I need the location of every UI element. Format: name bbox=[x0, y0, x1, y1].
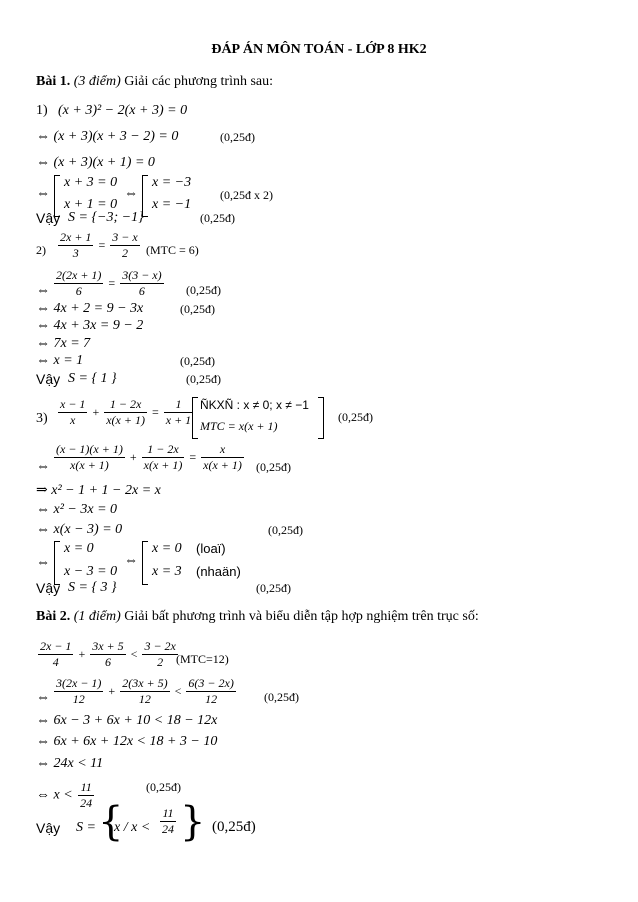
p1-equiv-symbol-2: ⇔ bbox=[124, 186, 138, 201]
bai2-frac2-2 bbox=[120, 676, 169, 707]
p3-frac-1-den: x bbox=[58, 412, 87, 428]
p3-frac-1 bbox=[58, 397, 87, 428]
p3-frac2-1-num: (x − 1)(x + 1) bbox=[56, 442, 123, 456]
p3-solution-set: S = { 3 } bbox=[68, 580, 117, 595]
bai2-set-brace-right: } bbox=[180, 799, 206, 845]
p1-equation: (x + 3)² − 2(x + 3) = 0 bbox=[58, 103, 188, 118]
bai2-mtc: (MTC=12) bbox=[176, 652, 229, 666]
bai2-frac-2-num: 3x + 5 bbox=[92, 639, 124, 653]
p3-solution-score: (0,25đ) bbox=[256, 581, 291, 595]
p1-solution-set: S = {−3; −1} bbox=[68, 210, 144, 225]
bai2-step-collect: ⇔ 6x + 6x + 12x < 18 + 3 − 10 bbox=[36, 734, 218, 749]
bai2-frac2-3-den: 12 bbox=[186, 691, 235, 707]
p1-case-a1: x + 3 = 0 bbox=[64, 175, 118, 190]
bai2-result-frac bbox=[78, 780, 94, 811]
p3-case-b1-tag: (loaï) bbox=[196, 541, 226, 556]
bai2-frac2-3-num: 6(3 − 2x) bbox=[188, 676, 234, 690]
bai2-frac-3-den: 2 bbox=[142, 654, 177, 670]
bai2-result-frac-num: 11 bbox=[80, 780, 92, 794]
p2-frac-right bbox=[110, 230, 139, 261]
p2-number: 2) bbox=[36, 243, 46, 257]
p2-step-simplify: ⇔ 7x = 7 bbox=[36, 336, 91, 351]
p1-conclusion-label: Vậy bbox=[36, 210, 61, 226]
bai2-points: (1 điểm) bbox=[73, 609, 121, 624]
p3-frac-2 bbox=[104, 397, 147, 428]
p3-step-simplify: ⇔ x² − 3x = 0 bbox=[36, 502, 118, 517]
bai2-solution-frac-den: 24 bbox=[162, 822, 174, 836]
p2-frac2-left bbox=[54, 268, 103, 299]
bai2-frac2-2-den: 12 bbox=[120, 691, 169, 707]
p2-mtc: (MTC = 6) bbox=[146, 243, 199, 257]
p1-step-factor: ⇔ (x + 3)(x + 3 − 2) = 0 bbox=[36, 129, 179, 144]
p3-frac-1-num: x − 1 bbox=[60, 397, 86, 411]
p3-cond-bracket-right bbox=[318, 397, 324, 439]
bai2-set-builder: x / x < bbox=[114, 820, 151, 835]
p3-frac2-1-den: x(x + 1) bbox=[54, 457, 125, 473]
p3-frac2-2 bbox=[142, 442, 185, 473]
p2-conclusion-label: Vậy bbox=[36, 371, 61, 387]
page-title: ĐÁP ÁN MÔN TOÁN - LỚP 8 HK2 bbox=[211, 42, 427, 57]
p1-case-a2: x + 1 = 0 bbox=[64, 197, 118, 212]
p3-case-b2: x = 3 bbox=[152, 564, 182, 579]
bai2-solution-frac-wrap bbox=[158, 806, 178, 837]
bai2-result-frac-den: 24 bbox=[80, 796, 93, 810]
p2-frac2-right-num: 3(3 − x) bbox=[122, 268, 162, 282]
p3-case-a1: x = 0 bbox=[64, 541, 94, 556]
bai2-frac-1 bbox=[38, 639, 73, 670]
p3-frac2-3-num: x bbox=[219, 442, 226, 456]
bai2-step-result-pre: ⇔ x < bbox=[36, 787, 73, 803]
bai2-step-result-score: (0,25đ) bbox=[146, 780, 181, 794]
bai2-label: Bài 2. bbox=[36, 609, 71, 624]
p3-condition: ÑKXÑ : x ≠ 0; x ≠ −1 bbox=[200, 398, 309, 412]
p1-solution-score: (0,25đ) bbox=[200, 211, 235, 225]
p3-step-common: $\frac{(x - 1)(x + 1)}{x(x + 1)}$ + $\frac{1 - 2x}{x(x + 1)}$ = $\frac{x}{x(x + 1)}$ bbox=[56, 442, 242, 472]
p3-case-bracket-left bbox=[54, 541, 60, 585]
p1-case-b2: x = −1 bbox=[152, 197, 192, 212]
p3-frac2-2-den: x(x + 1) bbox=[143, 458, 183, 472]
p3-frac2-2-num: 1 − 2x bbox=[147, 442, 179, 456]
bai2-text: Giải bất phương trình và biểu diễn tập hợp nghiệm trên trục số: bbox=[124, 609, 479, 624]
p1-number: 1) bbox=[36, 103, 48, 118]
p3-number: 3) bbox=[36, 411, 48, 426]
p3-step-common-score: (0,25đ) bbox=[256, 460, 291, 474]
p1-equiv-symbol: ⇔ bbox=[36, 186, 50, 201]
bai2-conclusion-label: Vậy bbox=[36, 820, 61, 836]
p1-step-factor-score: (0,25đ) bbox=[220, 130, 255, 144]
bai2-frac2-3 bbox=[186, 676, 235, 707]
bai2-frac-2-den: 6 bbox=[90, 654, 125, 670]
p3-case-bracket-right bbox=[142, 541, 148, 585]
p3-frac2-3-den: x(x + 1) bbox=[203, 458, 242, 472]
p3-case-b1: x = 0 bbox=[152, 541, 182, 556]
bai2-step-common: $\frac{3(2x - 1)}{12}$ + $\frac{2(3x + 5)}{12}$ < $\frac{6(3 - 2x)}{12}$ bbox=[56, 676, 234, 706]
p3-cond-bracket-left bbox=[192, 397, 198, 439]
p2-frac2-left-den: 6 bbox=[54, 283, 103, 299]
bai2-frac2-1-num: 3(2x − 1) bbox=[56, 676, 102, 690]
p3-step-factor: ⇔ x(x − 3) = 0 bbox=[36, 522, 123, 537]
p2-step-common: $\frac{2(2x + 1)}{6}$ = $\frac{3(3 - x)}{6}$ bbox=[56, 268, 162, 298]
bai2-step-simplify: ⇔ 24x < 11 bbox=[36, 756, 104, 771]
bai2-frac-2 bbox=[90, 639, 125, 670]
bai1-points: (3 điểm) bbox=[73, 74, 121, 89]
p2-frac-left bbox=[58, 230, 93, 261]
p3-frac2-1 bbox=[54, 442, 125, 473]
p3-equation: $\frac{x - 1}{x}$ + $\frac{1 - 2x}{x(x + 1)}$ = $\frac{1}{x + 1}$ bbox=[60, 397, 192, 427]
bai2-step-common-score: (0,25đ) bbox=[264, 690, 299, 704]
p2-frac-right-den: 2 bbox=[110, 245, 139, 261]
p1-case-b1: x = −3 bbox=[152, 175, 192, 190]
p2-step-result: ⇔ x = 1 bbox=[36, 353, 84, 368]
p3-conclusion-label: Vậy bbox=[36, 580, 61, 596]
bai2-solution-pre: S = bbox=[76, 820, 96, 835]
p3-equiv-symbol-3: ⇔ bbox=[124, 553, 138, 568]
p1-cases-score: (0,25đ x 2) bbox=[220, 188, 273, 202]
bai2-frac2-1 bbox=[54, 676, 103, 707]
bai1-text: Giải các phương trình sau: bbox=[124, 74, 274, 89]
p2-step-expand: ⇔ 4x + 2 = 9 − 3x bbox=[36, 301, 144, 316]
p3-step-factor-score: (0,25đ) bbox=[268, 523, 303, 537]
bai1-heading bbox=[36, 74, 273, 90]
p2-step-common-score: (0,25đ) bbox=[186, 283, 221, 297]
bai2-solution-frac-num: 11 bbox=[162, 806, 174, 820]
p2-frac-left-den: 3 bbox=[58, 245, 93, 261]
p3-case-a2: x − 3 = 0 bbox=[64, 564, 118, 579]
p2-frac-left-num: 2x + 1 bbox=[60, 230, 92, 244]
p3-case-b2-tag: (nhaän) bbox=[196, 564, 241, 579]
bai2-solution-frac bbox=[160, 806, 176, 837]
p3-condition-score: (0,25đ) bbox=[338, 410, 373, 424]
bai2-inequality: $\frac{2x - 1}{4}$ + $\frac{3x + 5}{6}$ < $\frac{3 - 2x}{2}$ bbox=[40, 639, 176, 669]
p2-frac2-right-den: 6 bbox=[120, 283, 163, 299]
bai2-frac-3-num: 3 − 2x bbox=[144, 639, 176, 653]
p3-frac-2-den: x(x + 1) bbox=[106, 413, 145, 427]
p3-frac-3-num: 1 bbox=[175, 397, 182, 411]
p3-equiv-symbol-2: ⇔ bbox=[36, 555, 50, 570]
bai2-frac2-2-num: 2(3x + 5) bbox=[122, 676, 168, 690]
p3-frac-3 bbox=[164, 397, 193, 428]
bai2-set-brace-left: { bbox=[98, 799, 124, 845]
p2-frac-right-num: 3 − x bbox=[112, 230, 138, 244]
p2-frac2-left-num: 2(2x + 1) bbox=[56, 268, 102, 282]
p3-frac-2-num: 1 − 2x bbox=[109, 397, 142, 411]
p1-step-product: ⇔ (x + 3)(x + 1) = 0 bbox=[36, 155, 155, 170]
p2-step-expand-score: (0,25đ) bbox=[180, 302, 215, 316]
bai2-frac2-1-den: 12 bbox=[54, 691, 103, 707]
bai2-step-result bbox=[36, 780, 96, 811]
bai2-solution-score: (0,25đ) bbox=[212, 819, 256, 835]
p2-frac2-right bbox=[120, 268, 163, 299]
p3-equiv-symbol: ⇔ bbox=[36, 459, 50, 474]
p2-solution-score: (0,25đ) bbox=[186, 372, 221, 386]
p2-solution-set: S = { 1 } bbox=[68, 371, 117, 386]
bai2-frac-1-num: 2x − 1 bbox=[40, 639, 72, 653]
p3-frac-3-den: x + 1 bbox=[165, 413, 192, 427]
p2-step-collect: ⇔ 4x + 3x = 9 − 2 bbox=[36, 318, 144, 333]
bai2-frac-3 bbox=[142, 639, 177, 670]
p2-equiv-symbol: ⇔ bbox=[36, 283, 50, 298]
bai2-heading bbox=[36, 609, 479, 625]
p2-equation: $\frac{2x + 1}{3}$ = $\frac{3 - x}{2}$ bbox=[60, 230, 138, 260]
p3-step-expand: ⇒ x² − 1 + 1 − 2x = x bbox=[36, 483, 161, 498]
p2-step-result-score: (0,25đ) bbox=[180, 354, 215, 368]
bai2-equiv-symbol: ⇔ bbox=[36, 690, 50, 705]
bai1-label: Bài 1. bbox=[36, 74, 71, 89]
bai2-frac-1-den: 4 bbox=[38, 654, 73, 670]
p3-frac2-3 bbox=[201, 442, 244, 473]
p3-mtc: MTC = x(x + 1) bbox=[200, 419, 278, 433]
bai2-step-expand: ⇔ 6x − 3 + 6x + 10 < 18 − 12x bbox=[36, 713, 218, 728]
